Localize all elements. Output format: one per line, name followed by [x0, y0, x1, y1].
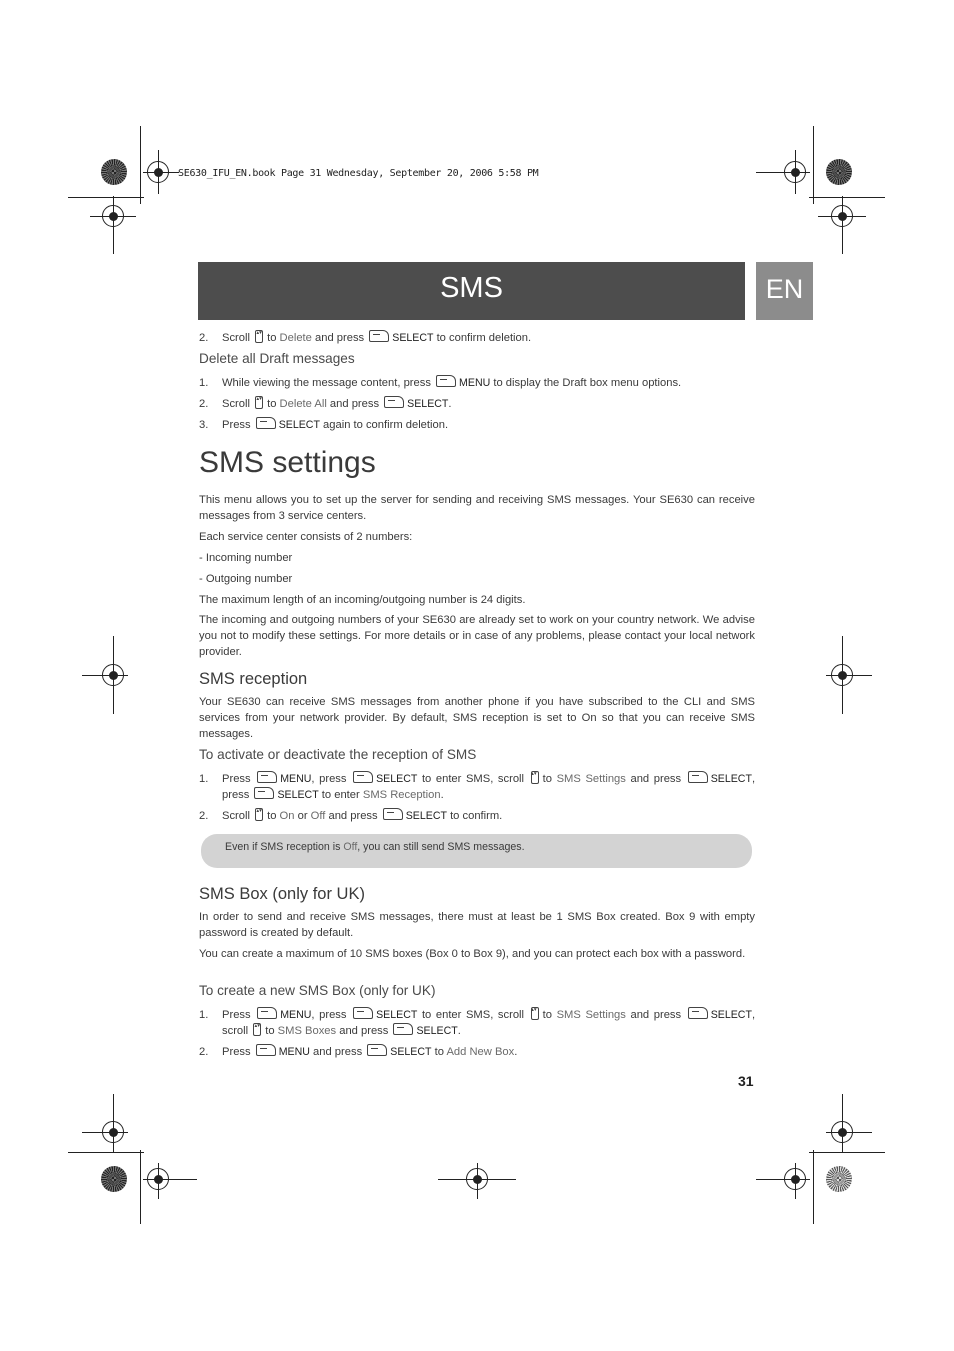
softkey-icon [367, 1044, 387, 1056]
softkey-icon [353, 771, 373, 783]
softkey-icon [393, 1023, 413, 1035]
softkey-icon [257, 771, 277, 783]
softkey-icon [688, 1007, 708, 1019]
registration-mark-icon [784, 1168, 806, 1190]
registration-mark-icon [831, 1121, 853, 1143]
color-target-icon [101, 1166, 127, 1192]
scroll-key-icon [253, 1023, 261, 1036]
body-text: This menu allows you to set up the server for sending and receiving SMS messages. Your SE630 can receive messages from 3 service centers. Each service center consists of 2 numbers: - Incoming number - Outgoing number The maximum length of an incoming/outgoing number is 24 digits. The incoming and outgoing numbers of your SE630 are already set to work on your country network. We advise you not to modify these settings. For more details or in case of any problems, please contact your local network provider. [199, 494, 755, 658]
list-item: 1. While viewing the message content, press MENU to display the Draft box menu options. [199, 377, 682, 389]
color-target-icon [101, 159, 127, 185]
language-tab [756, 262, 813, 320]
softkey-icon [383, 808, 403, 820]
color-target-icon [826, 159, 852, 185]
registration-mark-icon [102, 1121, 124, 1143]
scroll-key-icon [255, 808, 263, 821]
list-item: 2. Scroll ▴▾ to Delete All and press SELECT. [199, 396, 755, 412]
language-label: EN [765, 274, 804, 304]
subsection-title: Delete all Draft messages [199, 351, 355, 366]
subsection-title: To activate or deactivate the reception of SMS [199, 747, 477, 762]
scroll-key-icon [255, 396, 263, 409]
color-target-icon [826, 1166, 852, 1192]
banner-title: SMS [440, 272, 503, 304]
body-text: In order to send and receive SMS messages, there must at least be 1 SMS Box created. Box 9 with empty password is created by default. You can create a maximum of 10 SMS boxes (Box 0 to Box 9), and you can protect each box with a password. [199, 911, 755, 960]
scroll-key-icon [255, 330, 263, 343]
softkey-icon [256, 1044, 276, 1056]
list-item: 2. Scroll ▴▾ to Delete and press SELECT to confirm deletion. [199, 330, 755, 346]
scroll-key-icon [531, 1007, 539, 1020]
list-item: 1. Press MENU, press SELECT to enter SMS, scroll ▴▾ to SMS Settings and press SELECT, scroll ▴▾ to SMS Boxes and press SELECT. [199, 1007, 755, 1039]
registration-mark-icon [831, 205, 853, 227]
softkey-icon [254, 787, 274, 799]
list-item: 2. Scroll ▴▾ to On or Off and press SELECT to confirm. [199, 808, 755, 824]
softkey-icon [369, 330, 389, 342]
note-box: Even if SMS reception is Off, you can still send SMS messages. [201, 834, 752, 868]
registration-mark-icon [466, 1168, 488, 1190]
section-heading: SMS settings [199, 446, 376, 479]
list-item: 2. Press MENU and press SELECT to Add New Box. [199, 1046, 518, 1058]
softkey-icon [384, 396, 404, 408]
softkey-icon [257, 1007, 277, 1019]
softkey-icon [688, 771, 708, 783]
page-number: 31 [738, 1073, 754, 1089]
registration-mark-icon [784, 161, 806, 183]
list-item: 3. Press SELECT again to confirm deletion. [199, 419, 449, 431]
softkey-icon [353, 1007, 373, 1019]
registration-mark-icon [102, 664, 124, 686]
registration-mark-icon [147, 161, 169, 183]
registration-mark-icon [831, 664, 853, 686]
softkey-icon [436, 375, 456, 387]
scroll-key-icon [531, 771, 539, 784]
file-header: SE630_IFU_EN.book Page 31 Wednesday, September 20, 2006 5:58 PM [178, 168, 539, 179]
section-banner [198, 262, 745, 320]
subsection-heading: SMS Box (only for UK) [199, 885, 365, 903]
registration-mark-icon [102, 205, 124, 227]
list-item: 1. Press MENU, press SELECT to enter SMS, scroll ▴▾ to SMS Settings and press SELECT, press SELECT to enter SMS Reception. [199, 771, 755, 803]
subsection-heading: SMS reception [199, 670, 308, 688]
subsection-title: To create a new SMS Box (only for UK) [199, 983, 436, 998]
softkey-icon [256, 417, 276, 429]
body-text: Your SE630 can receive SMS messages from another phone if you have subscribed to the CLI and SMS services from your network provider. By default, SMS reception is set to On so that you can receive SMS messages. [199, 696, 755, 740]
registration-mark-icon [147, 1168, 169, 1190]
